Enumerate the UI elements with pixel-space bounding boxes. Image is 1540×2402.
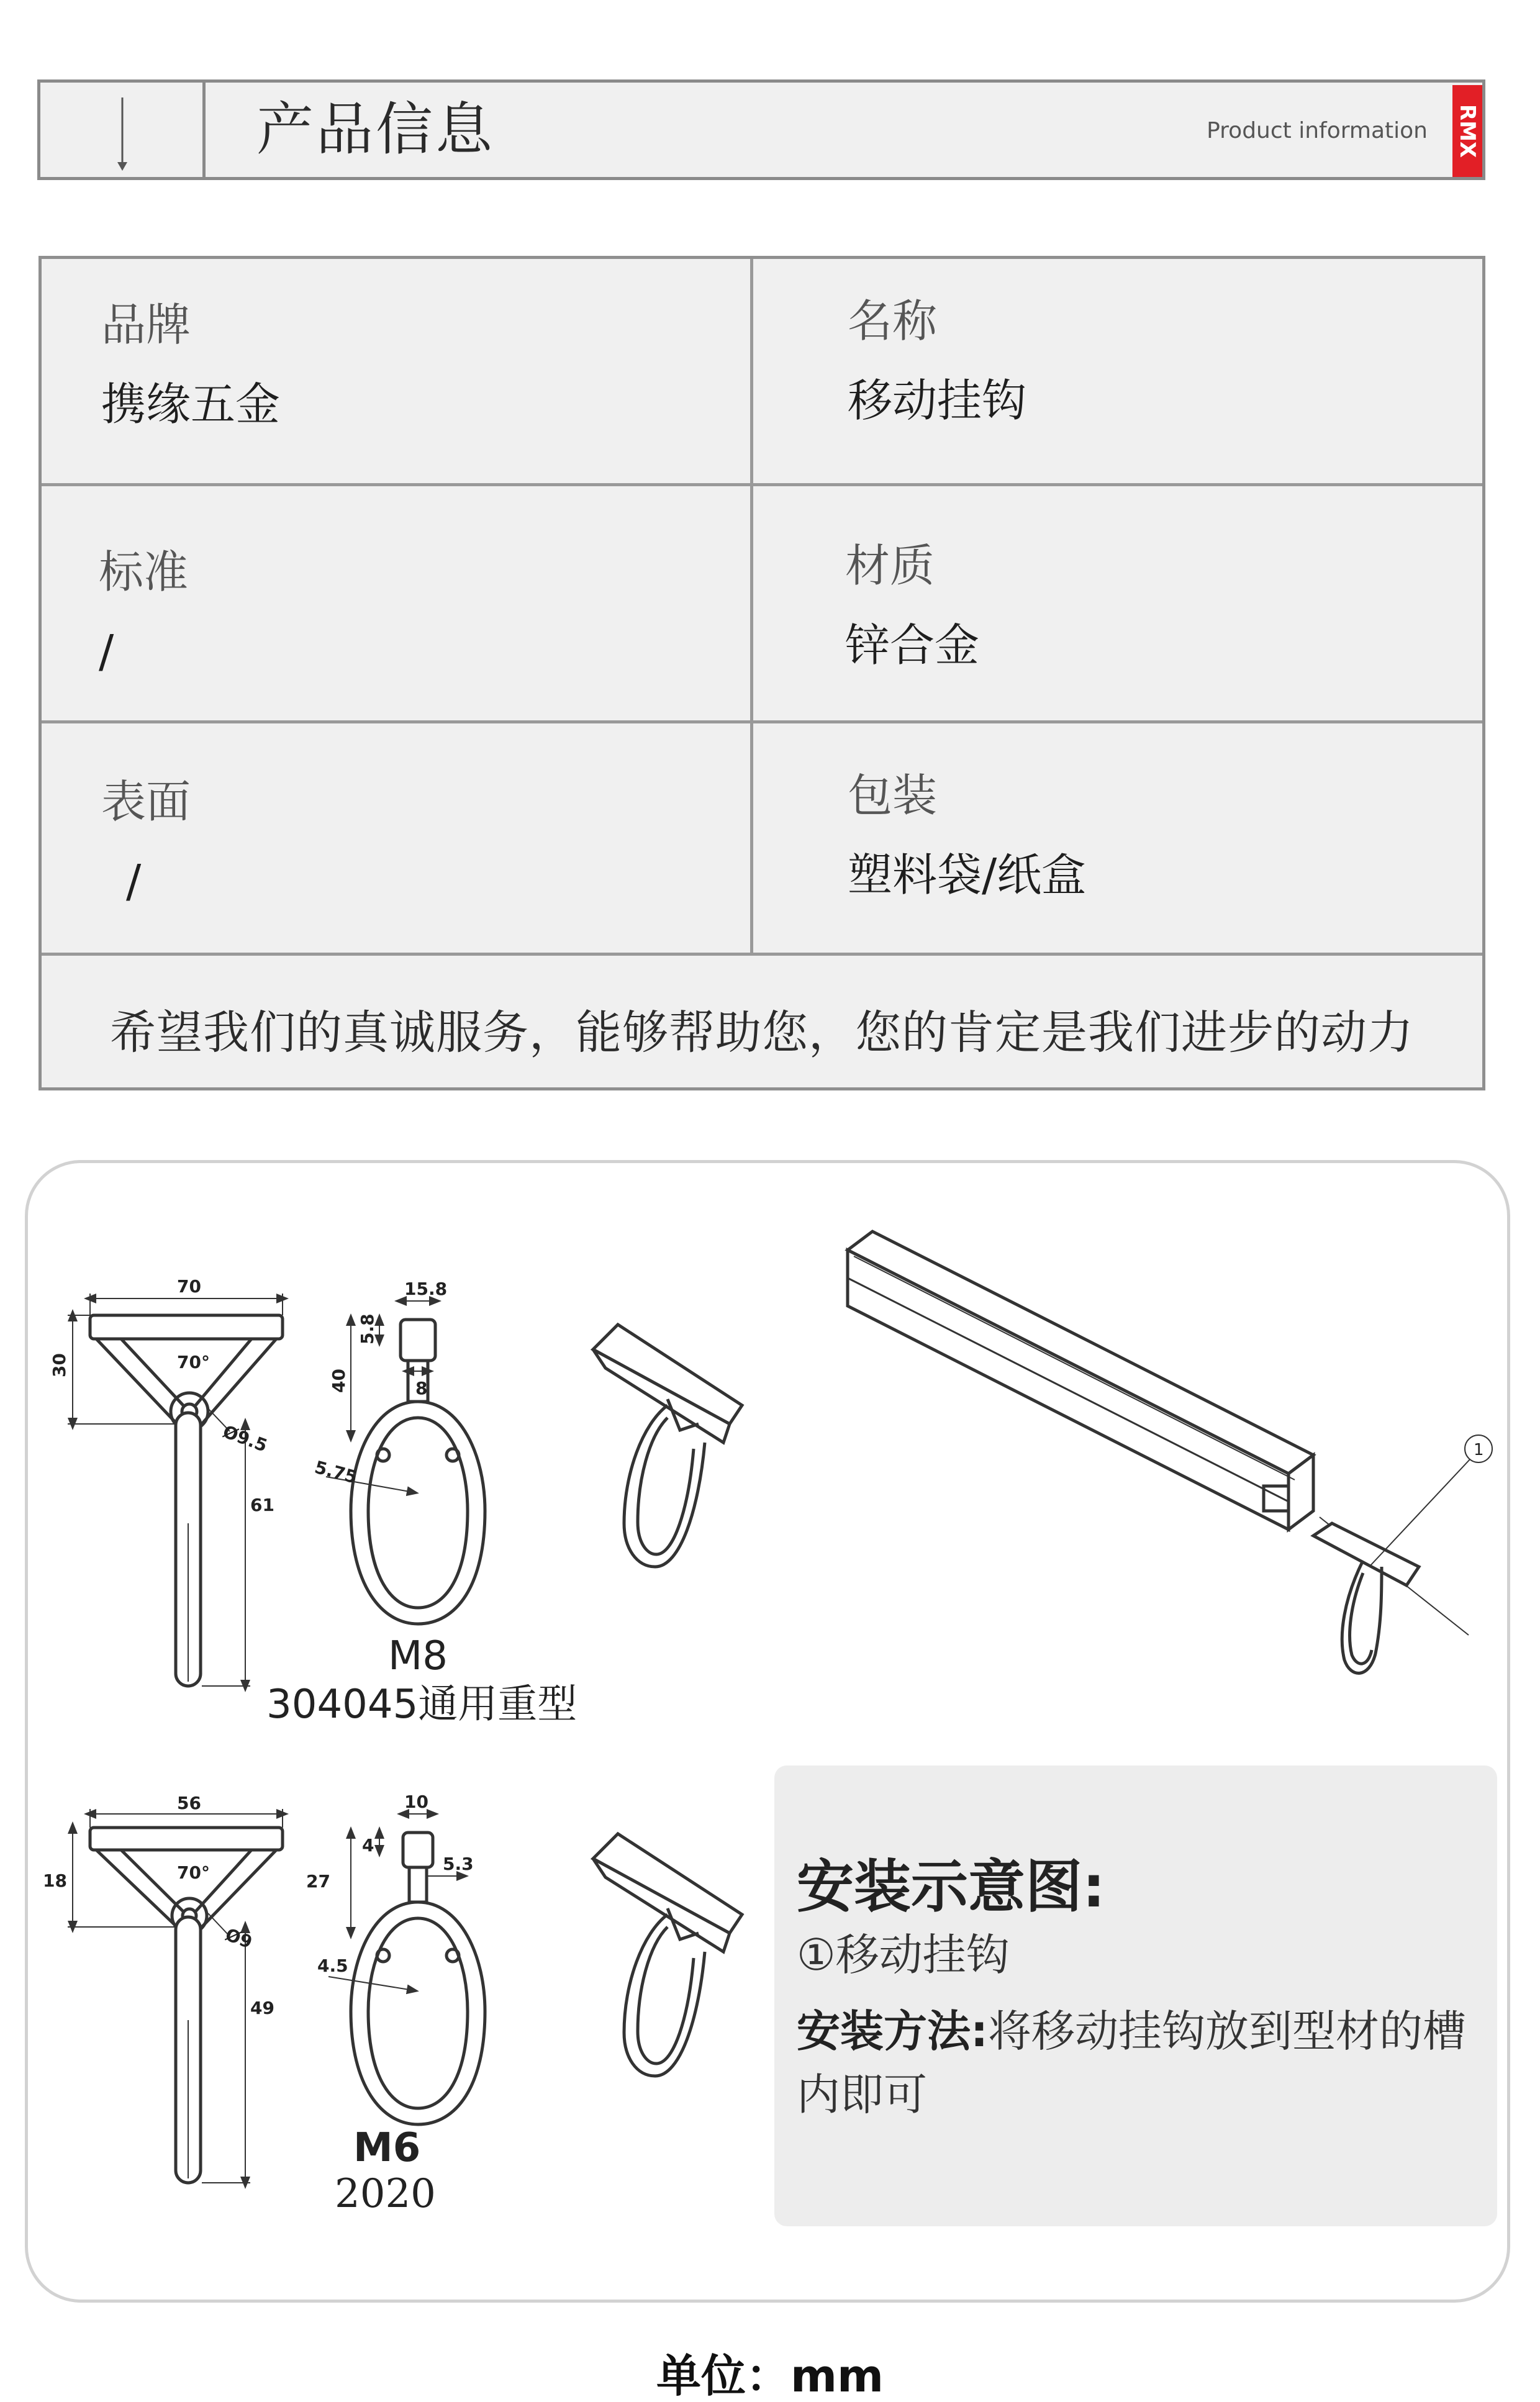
m8-top-height-dim: 5.8 [357,1313,378,1344]
brand-label: 品牌 [101,299,191,351]
product-info-table [38,256,1485,1090]
packaging-value: 塑料袋/纸盒 [848,849,1087,901]
m8-model-label: M8 [388,1633,448,1679]
brand-logo-text: RMX [1455,104,1480,158]
m8-hole-dim: Ø9.5 [220,1421,270,1456]
surface-cell [101,776,797,907]
m6-inner-width-dim: 5.3 [443,1854,474,1874]
name-cell [848,295,1540,427]
slogan: 希望我们的真诚服务，能够帮助您，您的肯定是我们进步的动力 [110,1006,1414,1059]
install-title: 安装示意图: [797,1854,1105,1920]
unit-label: 单位：mm [656,2350,884,2402]
m6-top-width-dim: 10 [404,1792,428,1812]
m8-side-view [326,1301,485,1624]
packaging-label: 包装 [848,769,938,822]
arrow-down-icon [110,95,135,172]
surface-label: 表面 [101,776,191,828]
install-note-box [774,1765,1497,2226]
m8-angle-dim: 70° [177,1352,210,1372]
m6-side-height-dim: 27 [306,1871,330,1892]
m8-gap-dim: 5.75 [312,1456,360,1488]
packaging-cell [848,769,1540,901]
table-divider [42,720,1482,723]
table-divider [42,953,1482,956]
m6-model-label: M6 [353,2125,421,2171]
profile-assembly-view [848,1231,1492,1673]
m6-hole-dim: Ø9 [222,1924,255,1953]
m8-hook-3d-view [593,1325,742,1567]
material-label: 材质 [845,540,935,592]
drawing-panel [25,1160,1510,2303]
brand-value: 携缘五金 [101,378,281,430]
install-method-label: 安装方法: [797,2006,988,2057]
callout-number: 1 [1474,1441,1484,1459]
section-title: 产品信息 [256,96,496,163]
m8-front-view [68,1294,283,1686]
m8-side-height-dim: 40 [328,1369,349,1393]
install-item: ①移动挂钩 [797,1929,1010,1980]
section-header [37,79,1485,180]
m8-height-dim: 30 [49,1353,70,1377]
standard-label: 标准 [99,546,189,598]
m6-length-dim: 49 [250,1998,274,2018]
m8-top-width-dim: 15.8 [404,1279,448,1299]
m6-series-label: 2020 [335,2171,436,2217]
m8-inner-width-dim: 8 [415,1378,428,1398]
name-label: 名称 [848,295,938,347]
m8-series-label: 304045通用重型 [266,1682,578,1728]
standard-cell [99,546,794,678]
m6-angle-dim: 70° [177,1862,210,1883]
m6-width-dim: 56 [177,1793,201,1813]
m8-width-dim: 70 [177,1276,201,1297]
table-divider [42,483,1482,486]
name-value: 移动挂钩 [848,374,1027,427]
m6-hook-3d-view [593,1834,742,2076]
m6-gap-dim: 4.5 [317,1956,348,1976]
m6-front-view [68,1809,283,2183]
brand-logo [1452,85,1482,177]
m6-height-dim: 18 [43,1870,67,1891]
m6-top-height-dim: 4 [362,1835,374,1856]
install-method [797,2000,1474,2126]
section-subtitle: Product information [1207,118,1428,143]
m8-length-dim: 61 [250,1495,274,1515]
arrow-cell [40,83,206,177]
install-method-text: 将移动挂钩放到型材的槽内即可 [797,2006,1466,2120]
material-cell [845,540,1540,671]
standard-value: / [99,625,114,678]
material-value: 锌合金 [845,619,980,671]
surface-value: / [126,855,142,907]
brand-cell [101,299,797,430]
